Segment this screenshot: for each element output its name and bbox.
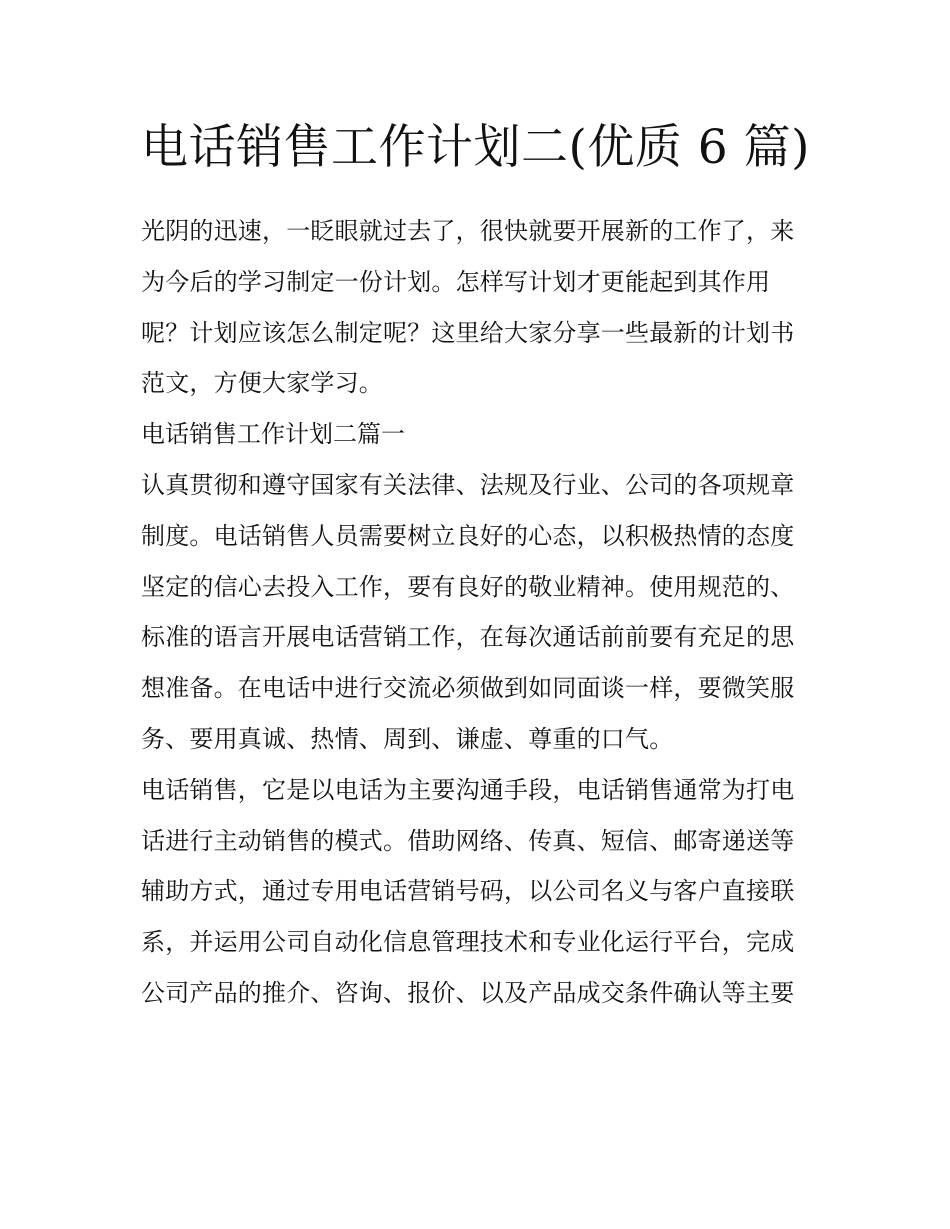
body-paragraph-2: 电话销售，它是以电话为主要沟通手段，电话销售通常为打电话进行主动销售的模式。借助网络、传真、短信、邮寄递送等辅助方式，通过专用电话营销号码，以公司名义与客户直接联系，并运用公司自动化信息管理技术和专业化运行平台，完成公司产品的推介、咨询、报价、以及产品成交条件确认等主要 (141, 775, 795, 1007)
intro-paragraph: 光阴的迅速，一眨眼就过去了，很快就要开展新的工作了，来为今后的学习制定一份计划。怎样写计划才更能起到其作用呢？计划应该怎么制定呢？这里给大家分享一些最新的计划书范文，方便大家学习。 (141, 217, 795, 398)
document-body (141, 112, 813, 1019)
body-paragraph-1: 认真贯彻和遵守国家有关法律、法规及行业、公司的各项规章制度。电话销售人员需要树立良好的心态，以积极热情的态度坚定的信心去投入工作，要有良好的敬业精神。使用规范的、标准的语言开展电话营销工作，在每次通话前前要有充足的思想准备。在电话中进行交流必须做到如同面谈一样，要微笑服务、要用真诚、热情、周到、谦虚、尊重的口气。 (141, 470, 795, 753)
section-heading: 电话销售工作计划二篇一 (141, 420, 405, 449)
document-title: 电话销售工作计划二(优质 6 篇) (141, 120, 810, 175)
